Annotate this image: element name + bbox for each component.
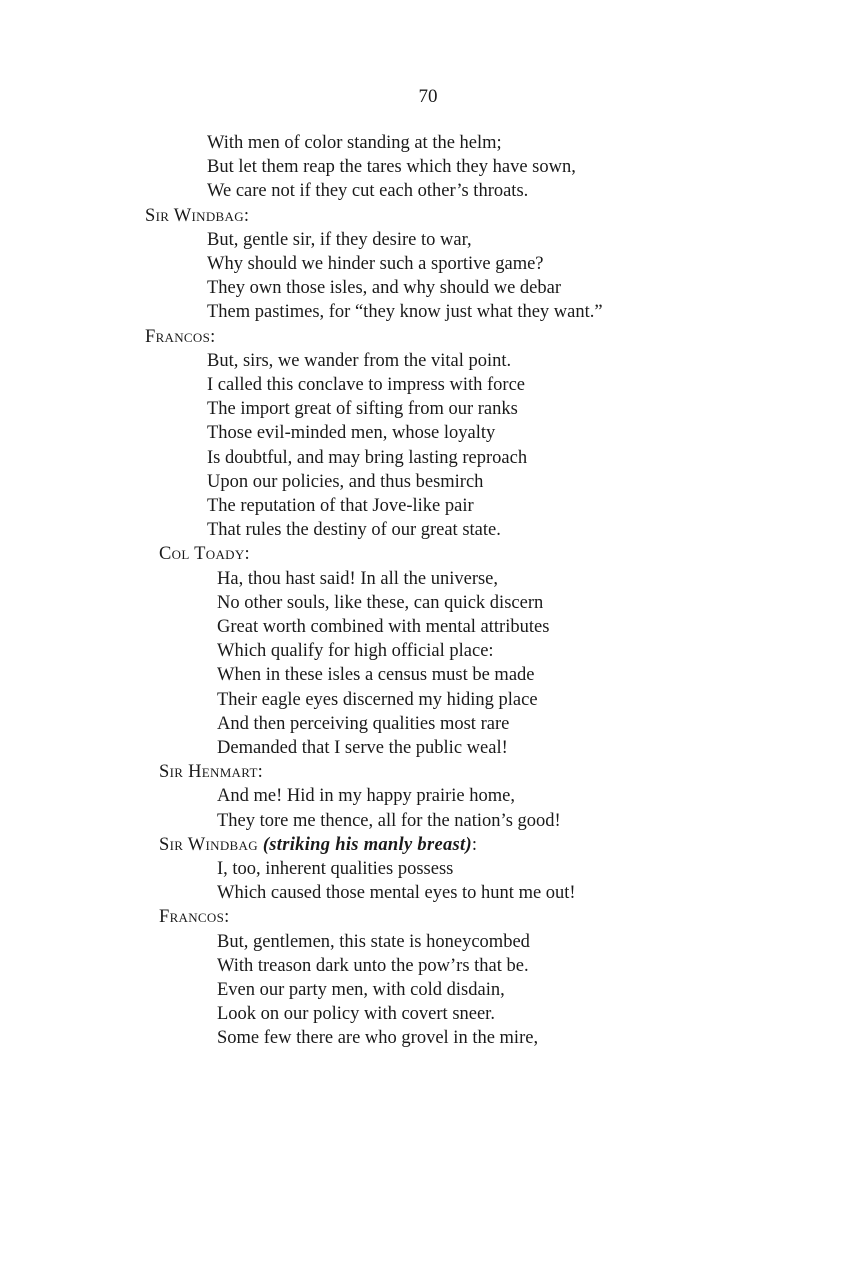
verse-line: I, too, inherent qualities possess (217, 859, 454, 879)
verse-line: They own those isles, and why should we debar (207, 278, 562, 299)
verse-line: With treason dark unto the pow’rs that be. (217, 955, 529, 976)
verse-line: Look on our policy with covert sneer. (217, 1004, 495, 1025)
verse-line: I called this conclave to impress with force (207, 375, 525, 395)
verse-line: Some few there are who grovel in the mire, (217, 1028, 539, 1049)
verse-line: But, gentlemen, this state is honeycombed (217, 931, 530, 952)
verse-line: No other souls, like these, can quick discern (217, 592, 544, 613)
verse-line: Their eagle eyes discerned my hiding place (217, 689, 538, 710)
verse-line: Great worth combined with mental attributes (217, 617, 550, 637)
verse-line: Is doubtful, and may bring lasting reproach (207, 447, 528, 468)
verse-line: And me! Hid in my happy prairie home, (217, 786, 515, 807)
speaker-colon: : (471, 834, 478, 855)
verse-line: Those evil-minded men, whose loyalty (207, 423, 496, 444)
verse-line: That rules the destiny of our great state. (207, 520, 501, 541)
verse-line: Which caused those mental eyes to hunt me out! (217, 883, 576, 904)
speaker-name: Sir Windbag: (145, 205, 250, 226)
speaker-name: Col Toady: (159, 544, 250, 565)
verse-line: They tore me thence, all for the nation’s good! (217, 810, 561, 831)
verse-line: When in these isles a census must be made (217, 665, 535, 686)
speaker-name: Francos: (159, 907, 230, 928)
verse-line: With men of color standing at the helm; (207, 133, 502, 153)
verse-line: Upon our policies, and thus besmirch (207, 471, 484, 492)
verse-line: And then perceiving qualities most rare (217, 713, 510, 734)
speaker-name (159, 833, 477, 857)
verse-line: Ha, thou hast said! In all the universe, (217, 568, 499, 589)
verse-line: The import great of sifting from our ranks (207, 399, 518, 420)
verse-line: But, sirs, we wander from the vital point. (207, 350, 512, 371)
page-number: 70 (418, 86, 438, 107)
verse-line: But let them reap the tares which they have sown, (207, 157, 576, 178)
verse-line: The reputation of that Jove-like pair (207, 496, 474, 516)
verse-line: Them pastimes, for “they know just what they want.” (207, 302, 603, 323)
speaker-name: Sir Henmart: (159, 762, 264, 783)
verse-line: Which qualify for high official place: (217, 641, 494, 662)
verse-line: Even our party men, with cold disdain, (217, 980, 505, 1000)
verse-line: Demanded that I serve the public weal! (217, 738, 508, 758)
stage-direction: (striking his manly breast) (262, 834, 472, 855)
speaker-name: Francos: (145, 326, 216, 347)
verse-line: We care not if they cut each other’s throats. (207, 181, 529, 202)
speaker-label: Sir Windbag (159, 834, 258, 855)
verse-line: Why should we hinder such a sportive game? (207, 254, 544, 274)
verse-line: But, gentle sir, if they desire to war, (207, 229, 472, 250)
